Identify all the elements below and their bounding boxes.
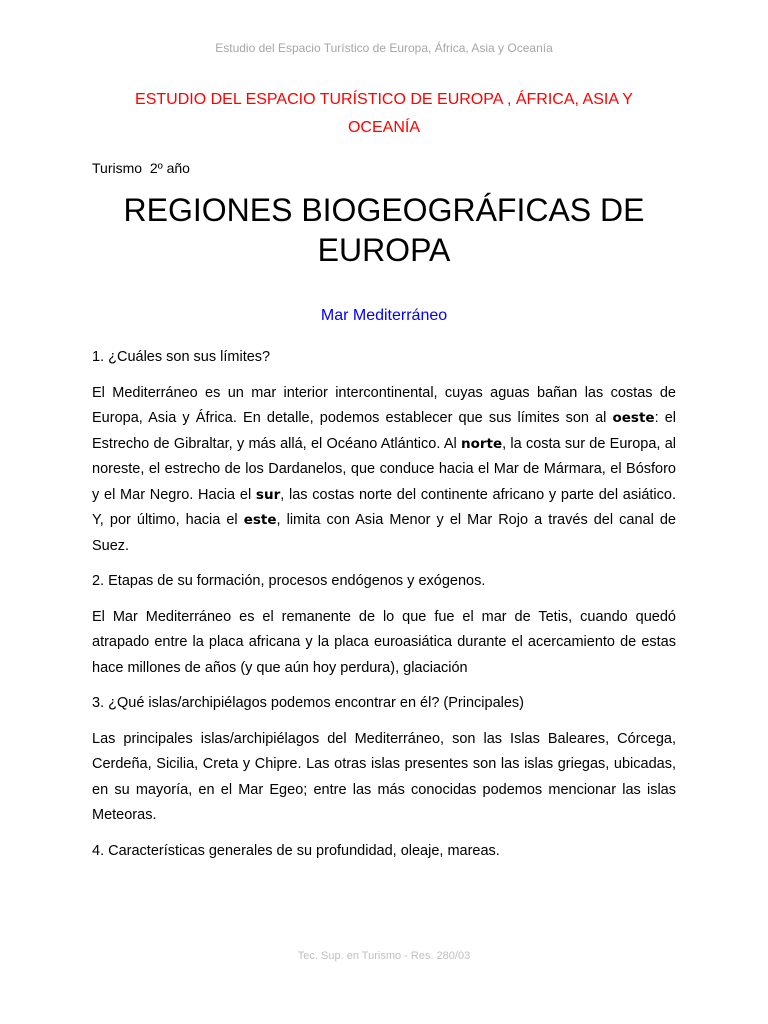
answer-1-bold-east: este (243, 512, 277, 528)
answer-1-text-4: , las costas norte del continente africano y parte del asiático. Y, por último, hacia el (92, 486, 676, 528)
subject-line: Turismo 2º año (92, 160, 190, 176)
answer-1-bold-north: norte (460, 435, 503, 452)
main-heading-line-2: EUROPA (317, 232, 451, 268)
answer-1-text-5: , limita con Asia Menor y el Mar Rojo a través del canal de Suez. (92, 512, 676, 554)
answer-1-text-2: : el Estrecho de Gibraltar, y más allá, el Océano Atlántico. Al (92, 410, 676, 452)
question-1: 1. ¿Cuáles son sus límites? (92, 349, 271, 365)
running-footer: Tec. Sup. en Turismo - Res. 280/03 (297, 950, 471, 962)
answer-3: Las principales islas/archipiélagos del Mediterráneo, son las Islas Baleares, Córcega, Cerdeña, Sicilia, Creta y Chipre. Las otras islas presentes son las islas griegas, ubicadas, en su mayoría, en el Mar Egeo; entre las más conocidas podemos mencionar las islas Meteoras. (92, 730, 676, 823)
question-2: 2. Etapas de su formación, procesos endógenos y exógenos. (92, 573, 486, 589)
document-title (92, 86, 676, 142)
document-title-line-2: OCEANÍA (347, 119, 420, 136)
running-header: Estudio del Espacio Turístico de Europa, África, Asia y Oceanía (215, 41, 553, 55)
answer-1-bold-south: sur (255, 486, 281, 503)
question-4: 4. Características generales de su profundidad, oleaje, mareas. (92, 842, 500, 859)
main-heading (92, 190, 676, 270)
answer-1-bold-west: oeste (612, 410, 655, 426)
question-3: 3. ¿Qué islas/archipiélagos podemos encontrar en él? (Principales) (92, 695, 524, 711)
section-heading: Mar Mediterráneo (320, 307, 448, 324)
answer-1-text-3: , la costa sur de Europa, al noreste, el estrecho de los Dardanelos, que conduce hacia el Mar de Mármara, el Bósforo y el Mar Negro. Hacia el (92, 435, 676, 503)
main-heading-line-1: REGIONES BIOGEOGRÁFICAS DE (123, 192, 645, 228)
document-title-line-1: ESTUDIO DEL ESPACIO TURÍSTICO DE EUROPA , ÁFRICA, ASIA Y (135, 91, 633, 108)
answer-1-text-1: El Mediterráneo es un mar interior intercontinental, cuyas aguas bañan las costas de Europa, Asia y África. En detalle, podemos establecer que sus límites son al (92, 384, 676, 426)
body-text (92, 345, 676, 874)
answer-2: El Mar Mediterráneo es el remanente de lo que fue el mar de Tetis, cuando quedó atrapado entre la placa africana y la placa euroasiática durante el acercamiento de estas hace millones de años (y que aún hoy perdura), glaciación (92, 608, 676, 676)
answer-1 (92, 381, 676, 560)
